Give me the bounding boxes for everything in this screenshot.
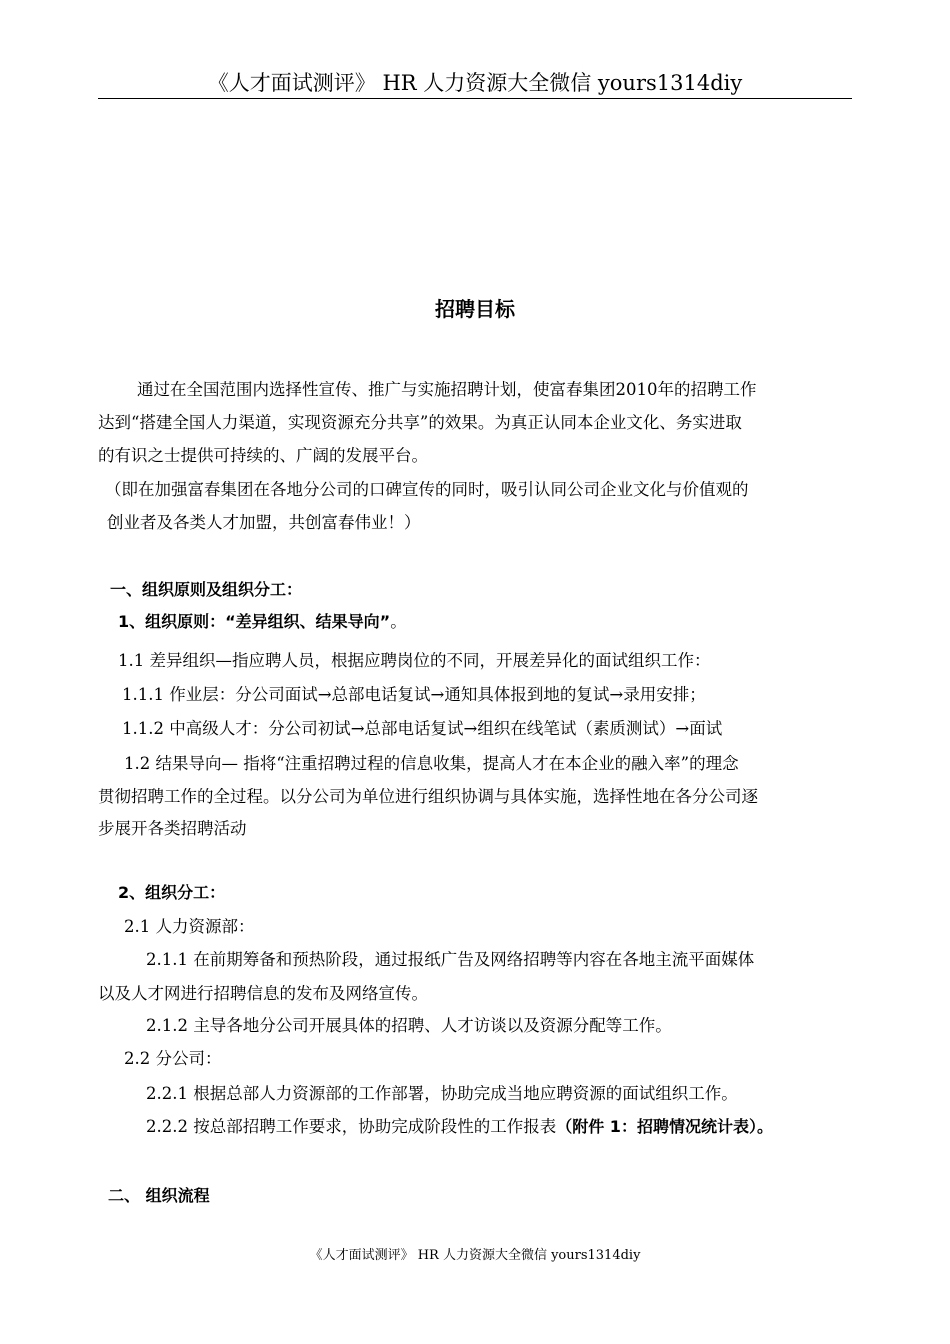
item-2-1-1-line: 2.1.1 在前期筹备和预热阶段，通过报纸广告及网络招聘等内容在各地主流平面媒体	[146, 950, 755, 969]
item-1-2-line: 1.2 结果导向— 指将“注重招聘过程的信息收集，提高人才在本企业的融入率”的理念	[124, 754, 739, 773]
item-2-1-2: 2.1.2 主导各地分公司开展具体的招聘、人才访谈以及资源分配等工作。	[146, 1016, 672, 1035]
item-2-2: 2.2 分公司：	[124, 1049, 222, 1068]
page-header: 《人才面试测评》 HR 人力资源大全微信 yours1314diy	[207, 71, 743, 95]
header-divider	[98, 98, 852, 99]
intro-line: 的有识之士提供可持续的、广阔的发展平台。	[98, 446, 428, 465]
item-2-2-1: 2.2.1 根据总部人力资源部的工作部署，协助完成当地应聘资源的面试组织工作。	[146, 1084, 738, 1103]
intro-line: 创业者及各类人才加盟，共创富春伟业！）	[107, 513, 421, 532]
intro-line: 通过在全国范围内选择性宣传、推广与实施招聘计划，使富春集团2010年的招聘工作	[137, 380, 757, 399]
page-footer: 《人才面试测评》 HR 人力资源大全微信 yours1314diy	[309, 1248, 641, 1263]
principle-value: “差异组织、结果导向”	[225, 612, 391, 631]
item-2-2-2-text: 2.2.2 按总部招聘工作要求，协助完成阶段性的工作报表	[146, 1117, 557, 1136]
intro-line: （即在加强富春集团在各地分公司的口碑宣传的同时，吸引认同公司企业文化与价值观的	[105, 480, 749, 499]
item-1-2-line: 步展开各类招聘活动	[98, 819, 247, 838]
item-2-1-1-line: 以及人才网进行招聘信息的发布及网络宣传。	[98, 984, 428, 1003]
principle-end: 。	[390, 612, 407, 631]
section2-heading: 二、 组织流程	[108, 1186, 210, 1205]
principle-label: 1、组织原则：	[118, 612, 226, 631]
item-1-1-2: 1.1.2 中高级人才：分公司初试→总部电话复试→组织在线笔试（素质测试）→面试	[122, 719, 723, 738]
item-2-2-2	[146, 1114, 773, 1140]
attachment-reference: （附件 1：招聘情况统计表）。	[556, 1117, 773, 1136]
item-1-1-1: 1.1.1 作业层：分公司面试→总部电话复试→通知具体报到地的复试→录用安排；	[122, 685, 706, 704]
intro-line: 达到“搭建全国人力渠道，实现资源充分共享”的效果。为真正认同本企业文化、务实进取	[98, 413, 742, 432]
principle-line	[118, 609, 407, 635]
item-2-1: 2.1 人力资源部：	[124, 917, 255, 936]
item-1-2-line: 贯彻招聘工作的全过程。以分公司为单位进行组织协调与具体实施，选择性地在各分公司逐	[98, 787, 758, 806]
item-1-1: 1.1 差异组织—指应聘人员，根据应聘岗位的不同，开展差异化的面试组织工作：	[118, 651, 711, 670]
division-heading: 2、组织分工：	[118, 883, 226, 902]
section1-heading: 一、组织原则及组织分工：	[110, 580, 303, 599]
page-title: 招聘目标	[435, 297, 515, 321]
